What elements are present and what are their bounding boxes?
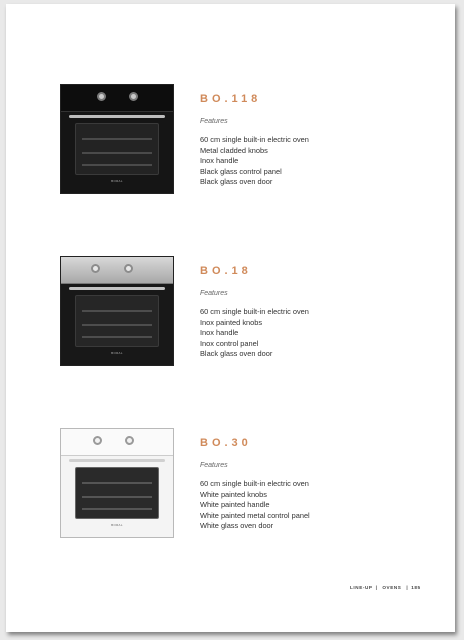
oven-rack: [82, 336, 152, 338]
features-list: [200, 307, 309, 360]
footer-category: OVENS: [382, 585, 402, 590]
oven-rack: [82, 138, 152, 140]
feature-item: Black glass oven door: [200, 349, 273, 358]
model-title: BO.18: [200, 265, 252, 277]
oven-window: [75, 123, 159, 175]
oven-rack: [82, 164, 152, 166]
feature-item: Inox handle: [200, 156, 239, 165]
oven-handle: [69, 287, 165, 290]
oven-rack: [82, 496, 152, 498]
footer-separator: |: [375, 585, 378, 590]
feature-item: Black glass control panel: [200, 166, 282, 176]
oven-handle: [69, 459, 165, 462]
product-bo30: [6, 428, 455, 548]
feature-item: Inox control panel: [200, 338, 259, 348]
brand-logo: BORAL: [111, 523, 123, 527]
feature-item: White painted metal control panel: [200, 510, 310, 520]
model-title: BO.118: [200, 93, 262, 105]
feature-item: 60 cm single built-in electric oven: [200, 307, 309, 316]
brand-logo: BORAL: [111, 179, 123, 183]
feature-item: 60 cm single built-in electric oven: [200, 135, 309, 144]
footer-section: LINE-UP: [350, 585, 373, 590]
feature-item: Black glass oven door: [200, 177, 273, 186]
feature-item: White painted handle: [200, 500, 270, 509]
brand-logo: BORAL: [111, 351, 123, 355]
oven-rack: [82, 310, 152, 312]
knob-icon: [93, 436, 102, 445]
features-heading: Features: [200, 462, 228, 469]
oven-handle: [69, 115, 165, 118]
oven-image-bo30: [60, 428, 174, 538]
feature-item: White painted knobs: [200, 489, 267, 499]
oven-rack: [82, 324, 152, 326]
footer-page-separator: |: [406, 585, 409, 590]
model-title: BO.30: [200, 437, 252, 449]
oven-image-bo18: [60, 256, 174, 366]
knob-icon: [124, 264, 133, 273]
product-bo118: [6, 84, 455, 204]
features-list: [200, 479, 310, 532]
catalog-page: [6, 4, 455, 632]
oven-rack: [82, 482, 152, 484]
knob-icon: [91, 264, 100, 273]
oven-rack: [82, 508, 152, 510]
knob-icon: [129, 92, 138, 101]
oven-image-bo118: [60, 84, 174, 194]
knob-icon: [125, 436, 134, 445]
feature-item: 60 cm single built-in electric oven: [200, 479, 309, 488]
features-heading: Features: [200, 118, 228, 125]
oven-window: [75, 295, 159, 347]
control-panel: [61, 85, 173, 112]
page-footer: [350, 585, 424, 590]
oven-rack: [82, 152, 152, 154]
features-list: [200, 135, 309, 188]
control-panel: [61, 429, 173, 456]
feature-item: Inox handle: [200, 328, 239, 337]
product-bo18: [6, 256, 455, 376]
knob-icon: [97, 92, 106, 101]
feature-item: Inox painted knobs: [200, 317, 263, 327]
feature-item: White glass oven door: [200, 521, 274, 530]
feature-item: Metal cladded knobs: [200, 145, 268, 155]
control-panel: [61, 257, 173, 284]
oven-window: [75, 467, 159, 519]
page-number: 185: [411, 585, 421, 590]
features-heading: Features: [200, 290, 228, 297]
